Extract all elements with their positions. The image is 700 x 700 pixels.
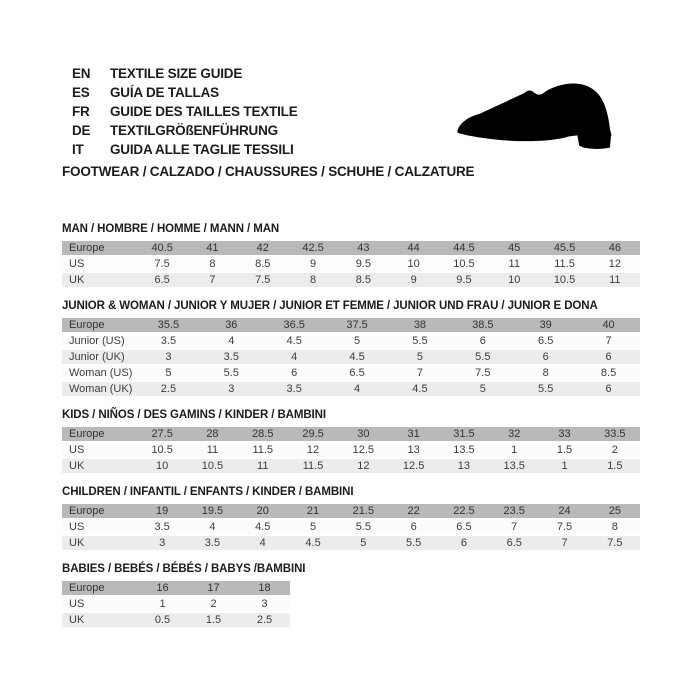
size-cell: 5 <box>451 381 514 397</box>
table-header-row <box>62 427 640 442</box>
size-table-kids <box>62 427 640 475</box>
size-cell: 9.5 <box>338 256 388 272</box>
size-cell: 6 <box>263 365 326 381</box>
row-label: UK <box>62 535 137 551</box>
row-label: Europe <box>62 581 137 596</box>
size-cell: 6 <box>577 349 640 365</box>
size-cell: 3.5 <box>137 519 187 535</box>
size-cell: 11.5 <box>539 256 589 272</box>
size-cell: 38 <box>389 318 452 333</box>
size-cell: 4.5 <box>326 349 389 365</box>
row-label: Woman (US) <box>62 365 137 381</box>
size-cell: 36 <box>200 318 263 333</box>
size-cell: 7.5 <box>137 256 187 272</box>
size-cell: 44.5 <box>439 241 489 256</box>
size-cell: 10 <box>388 256 438 272</box>
size-cell: 6 <box>577 381 640 397</box>
size-cell: 22.5 <box>439 504 489 519</box>
size-cell: 30 <box>338 427 388 442</box>
size-cell: 10.5 <box>137 442 187 458</box>
size-cell: 4.5 <box>263 333 326 349</box>
size-cell: 6 <box>388 519 438 535</box>
size-cell: 1 <box>137 596 188 612</box>
size-cell: 3.5 <box>200 349 263 365</box>
size-cell: 13 <box>439 458 489 474</box>
size-cell: 43 <box>338 241 388 256</box>
size-cell: 7 <box>539 535 589 551</box>
language-title-list <box>72 64 640 159</box>
table-header-row <box>62 581 290 596</box>
size-cell: 3 <box>239 596 290 612</box>
size-cell: 46 <box>590 241 640 256</box>
table-row <box>62 535 640 551</box>
size-table-children <box>62 504 640 552</box>
size-cell: 28.5 <box>238 427 288 442</box>
table-row <box>62 596 290 612</box>
row-label: Woman (UK) <box>62 381 137 397</box>
size-cell: 13.5 <box>439 442 489 458</box>
size-cell: 3.5 <box>263 381 326 397</box>
table-row <box>62 365 640 381</box>
size-cell: 19.5 <box>187 504 237 519</box>
section-kids <box>62 409 640 475</box>
table-row <box>62 256 640 272</box>
size-cell: 5.5 <box>388 535 438 551</box>
size-cell: 5 <box>288 519 338 535</box>
row-label: Europe <box>62 318 137 333</box>
size-cell: 23.5 <box>489 504 539 519</box>
size-cell: 6.5 <box>137 272 187 288</box>
size-cell: 4 <box>326 381 389 397</box>
size-cell: 27.5 <box>137 427 187 442</box>
size-cell: 11 <box>238 458 288 474</box>
size-cell: 32 <box>489 427 539 442</box>
size-cell: 3 <box>137 349 200 365</box>
size-cell: 33 <box>539 427 589 442</box>
size-cell: 20 <box>238 504 288 519</box>
size-cell: 5 <box>389 349 452 365</box>
size-cell: 13.5 <box>489 458 539 474</box>
size-cell: 19 <box>137 504 187 519</box>
size-cell: 35.5 <box>137 318 200 333</box>
size-cell: 9 <box>288 256 338 272</box>
size-cell: 6.5 <box>326 365 389 381</box>
size-cell: 11 <box>489 256 539 272</box>
language-label: GUIDE DES TAILLES TEXTILE <box>110 104 298 119</box>
size-cell: 22 <box>388 504 438 519</box>
size-cell: 1.5 <box>539 442 589 458</box>
size-cell: 3 <box>137 535 187 551</box>
size-cell: 4 <box>238 535 288 551</box>
size-table-man <box>62 241 640 289</box>
size-cell: 7.5 <box>238 272 288 288</box>
language-label: GUIDA ALLE TAGLIE TESSILI <box>110 142 294 157</box>
size-cell: 8 <box>187 256 237 272</box>
size-cell: 42 <box>238 241 288 256</box>
size-cell: 1.5 <box>590 458 640 474</box>
size-cell: 41 <box>187 241 237 256</box>
table-row <box>62 458 640 474</box>
size-cell: 7.5 <box>590 535 640 551</box>
size-cell: 4 <box>263 349 326 365</box>
size-cell: 7 <box>489 519 539 535</box>
table-row <box>62 612 290 628</box>
size-cell: 40 <box>577 318 640 333</box>
row-label: UK <box>62 458 137 474</box>
size-cell: 2 <box>590 442 640 458</box>
table-row <box>62 333 640 349</box>
language-row-de <box>72 121 640 140</box>
table-row <box>62 519 640 535</box>
size-cell: 6 <box>514 349 577 365</box>
language-code: DE <box>72 123 91 138</box>
size-cell: 21.5 <box>338 504 388 519</box>
size-cell: 5.5 <box>200 365 263 381</box>
size-cell: 8 <box>590 519 640 535</box>
table-row <box>62 381 640 397</box>
row-label: US <box>62 442 137 458</box>
section-title: BABIES / BEBÉS / BÉBÉS / BABYS /BAMBINI <box>62 563 306 575</box>
size-cell: 10.5 <box>439 256 489 272</box>
size-cell: 8.5 <box>577 365 640 381</box>
size-guide-page <box>62 64 640 629</box>
size-cell: 40.5 <box>137 241 187 256</box>
size-cell: 7.5 <box>451 365 514 381</box>
row-label: Junior (US) <box>62 333 137 349</box>
size-cell: 37.5 <box>326 318 389 333</box>
size-cell: 1.5 <box>188 612 239 628</box>
language-code: EN <box>72 66 91 81</box>
language-label: TEXTILGRÖßENFÜHRUNG <box>110 123 278 138</box>
size-cell: 16 <box>137 581 188 596</box>
size-cell: 12 <box>590 256 640 272</box>
size-cell: 2 <box>188 596 239 612</box>
size-cell: 42.5 <box>288 241 338 256</box>
language-code: IT <box>72 142 84 157</box>
size-cell: 5 <box>326 333 389 349</box>
row-label: US <box>62 519 137 535</box>
size-cell: 10 <box>137 458 187 474</box>
size-cell: 3.5 <box>137 333 200 349</box>
size-cell: 12.5 <box>338 442 388 458</box>
size-cell: 7 <box>389 365 452 381</box>
row-label: Europe <box>62 241 137 256</box>
size-cell: 5.5 <box>514 381 577 397</box>
size-cell: 4.5 <box>288 535 338 551</box>
size-cell: 4 <box>200 333 263 349</box>
size-cell: 24 <box>539 504 589 519</box>
size-cell: 6.5 <box>514 333 577 349</box>
size-cell: 6.5 <box>439 519 489 535</box>
size-cell: 0.5 <box>137 612 188 628</box>
size-cell: 10 <box>489 272 539 288</box>
size-cell: 8.5 <box>238 256 288 272</box>
size-cell: 5.5 <box>389 333 452 349</box>
row-label: US <box>62 256 137 272</box>
size-cell: 6.5 <box>489 535 539 551</box>
section-children <box>62 486 640 552</box>
category-heading: FOOTWEAR / CALZADO / CHAUSSURES / SCHUHE / CALZATURE <box>62 164 475 179</box>
size-cell: 31.5 <box>439 427 489 442</box>
language-row-es <box>72 83 640 102</box>
size-cell: 7 <box>187 272 237 288</box>
section-man <box>62 223 640 289</box>
size-cell: 6 <box>451 333 514 349</box>
size-cell: 1 <box>539 458 589 474</box>
size-cell: 5 <box>137 365 200 381</box>
language-label: GUÍA DE TALLAS <box>110 85 219 100</box>
row-label: Europe <box>62 427 137 442</box>
size-cell: 7 <box>577 333 640 349</box>
language-row-it <box>72 140 640 159</box>
size-table-babies <box>62 581 290 629</box>
table-header-row <box>62 504 640 519</box>
size-cell: 3 <box>200 381 263 397</box>
section-title: KIDS / NIÑOS / DES GAMINS / KINDER / BAMBINI <box>62 409 326 421</box>
size-cell: 29.5 <box>288 427 338 442</box>
size-cell: 12 <box>338 458 388 474</box>
size-cell: 5.5 <box>338 519 388 535</box>
size-cell: 9.5 <box>439 272 489 288</box>
size-cell: 13 <box>388 442 438 458</box>
size-cell: 33.5 <box>590 427 640 442</box>
size-cell: 45.5 <box>539 241 589 256</box>
size-cell: 28 <box>187 427 237 442</box>
size-cell: 3.5 <box>187 535 237 551</box>
size-cell: 17 <box>188 581 239 596</box>
size-table-junior-woman <box>62 318 640 398</box>
size-cell: 25 <box>590 504 640 519</box>
size-cell: 10.5 <box>187 458 237 474</box>
size-cell: 44 <box>388 241 438 256</box>
size-cell: 4 <box>187 519 237 535</box>
size-cell: 11.5 <box>288 458 338 474</box>
section-title: JUNIOR & WOMAN / JUNIOR Y MUJER / JUNIOR ET FEMME / JUNIOR UND FRAU / JUNIOR E DONA <box>62 300 598 312</box>
size-cell: 5 <box>338 535 388 551</box>
section-title: CHILDREN / INFANTIL / ENFANTS / KINDER / BAMBINI <box>62 486 354 498</box>
size-cell: 39 <box>514 318 577 333</box>
table-row <box>62 349 640 365</box>
size-cell: 7.5 <box>539 519 589 535</box>
size-cell: 9 <box>388 272 438 288</box>
size-cell: 12 <box>288 442 338 458</box>
section-title: MAN / HOMBRE / HOMME / MANN / MAN <box>62 223 280 235</box>
row-label: UK <box>62 272 137 288</box>
size-cell: 8 <box>288 272 338 288</box>
size-cell: 10.5 <box>539 272 589 288</box>
size-cell: 1 <box>489 442 539 458</box>
row-label: Junior (UK) <box>62 349 137 365</box>
size-cell: 11.5 <box>238 442 288 458</box>
row-label: US <box>62 596 137 612</box>
table-row <box>62 272 640 288</box>
size-cell: 8.5 <box>338 272 388 288</box>
section-babies <box>62 563 640 629</box>
table-header-row <box>62 318 640 333</box>
size-cell: 11 <box>590 272 640 288</box>
size-cell: 31 <box>388 427 438 442</box>
row-label: Europe <box>62 504 137 519</box>
size-cell: 5.5 <box>451 349 514 365</box>
row-label: UK <box>62 612 137 628</box>
size-cell: 45 <box>489 241 539 256</box>
table-row <box>62 442 640 458</box>
size-cell: 2.5 <box>137 381 200 397</box>
language-row-en <box>72 64 640 83</box>
size-cell: 36.5 <box>263 318 326 333</box>
size-cell: 8 <box>514 365 577 381</box>
table-header-row <box>62 241 640 256</box>
language-label: TEXTILE SIZE GUIDE <box>110 66 243 81</box>
language-code: ES <box>72 85 90 100</box>
size-cell: 12.5 <box>388 458 438 474</box>
size-cell: 6 <box>439 535 489 551</box>
language-code: FR <box>72 104 90 119</box>
size-cell: 4.5 <box>238 519 288 535</box>
size-cell: 2.5 <box>239 612 290 628</box>
size-cell: 21 <box>288 504 338 519</box>
language-row-fr <box>72 102 640 121</box>
size-cell: 38.5 <box>451 318 514 333</box>
size-cell: 18 <box>239 581 290 596</box>
section-junior-woman <box>62 300 640 398</box>
size-cell: 11 <box>187 442 237 458</box>
size-cell: 4.5 <box>389 381 452 397</box>
